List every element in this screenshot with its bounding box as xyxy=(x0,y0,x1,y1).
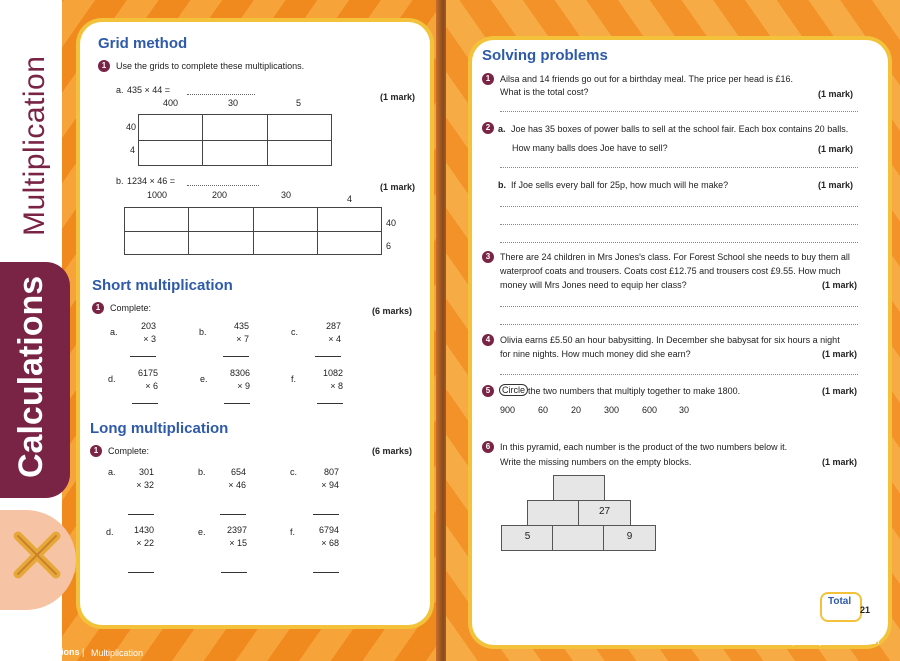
sum-top: 654 xyxy=(230,467,246,477)
marks-label: (6 marks) xyxy=(372,306,413,316)
answer-line[interactable] xyxy=(128,572,154,573)
grid-cell[interactable] xyxy=(125,231,189,255)
question-number-badge: 1 xyxy=(98,60,110,72)
q6-line-2: Write the missing numbers on the empty blocks. xyxy=(500,457,692,467)
q5-line: the two numbers that multiply together to make 1800. xyxy=(528,386,741,396)
answer-line[interactable] xyxy=(132,403,158,404)
grid-a xyxy=(138,114,332,166)
grid-b-row-1: 40 xyxy=(386,218,397,228)
marks-label: (1 mark) xyxy=(818,89,854,99)
sum-bottom: × 7 xyxy=(236,334,249,344)
question-number-badge: 3 xyxy=(482,251,494,263)
grid-cell[interactable] xyxy=(253,231,317,255)
q3-line-2: waterproof coats and trousers. Coats cost £12.75 and trousers cost £9.55. How much xyxy=(500,266,841,276)
sum-top: 6794 xyxy=(318,525,339,535)
q3-line-1: There are 24 children in Mrs Jones's class. For Forest School she needs to buy them all xyxy=(500,252,850,262)
answer-line[interactable] xyxy=(500,306,858,307)
marks-label: (1 mark) xyxy=(822,280,858,290)
sum-label: f. xyxy=(290,527,296,537)
side-title-multiplication: Multiplication xyxy=(18,55,51,236)
q1-line-1: Ailsa and 14 friends go out for a birthday meal. The price per head is £16. xyxy=(500,74,794,84)
answer-line[interactable] xyxy=(500,374,858,375)
option-number[interactable]: 600 xyxy=(642,405,658,415)
footer-topic: Multiplication xyxy=(91,648,144,658)
sum-label: f. xyxy=(291,374,297,384)
sum-label: e. xyxy=(200,374,208,384)
answer-line[interactable] xyxy=(500,111,858,112)
footer-separator: | xyxy=(82,647,85,657)
question-number-badge: 6 xyxy=(482,441,494,453)
option-number[interactable]: 900 xyxy=(500,405,516,415)
grid-b-col-4: 4 xyxy=(347,194,353,204)
pyramid-block[interactable] xyxy=(527,500,580,526)
grid-a-row-1: 40 xyxy=(126,122,137,132)
short-instruction: Complete: xyxy=(110,303,152,313)
sum-bottom: × 4 xyxy=(328,334,341,344)
long-sum-b xyxy=(220,466,246,515)
grid-a-col-3: 5 xyxy=(296,98,302,108)
answer-line[interactable] xyxy=(187,185,259,186)
sum-bottom: × 15 xyxy=(229,538,247,548)
total-max: 21 xyxy=(860,605,871,615)
q3-line-3: money will Mrs Jones need to equip her class? xyxy=(500,280,687,290)
grid-cell[interactable] xyxy=(253,208,317,232)
option-number[interactable]: 300 xyxy=(604,405,620,415)
sum-top: 2397 xyxy=(226,525,247,535)
short-multiplication-heading: Short multiplication xyxy=(92,277,233,294)
part-b-label: b. xyxy=(116,176,124,186)
q2a-line-2: How many balls does Joe have to sell? xyxy=(512,143,668,153)
grid-cell[interactable] xyxy=(125,208,189,232)
sum-bottom: × 8 xyxy=(330,381,343,391)
long-sum-c xyxy=(313,466,339,515)
grid-a-col-2: 30 xyxy=(228,98,239,108)
sum-label: a. xyxy=(110,327,118,337)
sum-label: d. xyxy=(108,374,116,384)
sum-label: b. xyxy=(199,327,207,337)
sum-top: 287 xyxy=(325,321,341,331)
q4-line-1: Olivia earns £5.50 an hour babysitting. In December she babysat for six hours a night xyxy=(500,335,840,345)
sum-label: a. xyxy=(108,467,116,477)
grid-cell[interactable] xyxy=(267,140,331,166)
sum-bottom: × 94 xyxy=(321,480,339,490)
grid-instruction: Use the grids to complete these multiplications. xyxy=(116,61,305,71)
answer-line[interactable] xyxy=(315,356,341,357)
q1-line-2: What is the total cost? xyxy=(500,87,589,97)
sum-bottom: × 68 xyxy=(321,538,339,548)
grid-cell[interactable] xyxy=(189,231,253,255)
answer-line[interactable] xyxy=(221,572,247,573)
long-sum-e xyxy=(221,524,247,573)
short-sum-c xyxy=(315,320,341,357)
sum-label: b. xyxy=(198,467,206,477)
pyramid-block: 9 xyxy=(603,525,656,551)
sum-bottom: × 6 xyxy=(145,381,158,391)
sum-top: 435 xyxy=(233,321,249,331)
sum-label: e. xyxy=(198,527,206,537)
grid-b-col-3: 30 xyxy=(281,190,292,200)
answer-line[interactable] xyxy=(317,403,343,404)
grid-b-col-1: 1000 xyxy=(147,190,168,200)
option-number[interactable]: 30 xyxy=(679,405,690,415)
question-number-badge: 1 xyxy=(90,445,102,457)
grid-cell[interactable] xyxy=(139,115,203,141)
pyramid-block: 5 xyxy=(501,525,554,551)
part-a-label: a. xyxy=(498,124,506,134)
pyramid-block: 27 xyxy=(578,500,631,526)
sum-bottom: × 9 xyxy=(237,381,250,391)
grid-a-expression: 435 × 44 = xyxy=(127,85,171,95)
side-title-calculations: Calculations xyxy=(12,275,50,478)
grid-cell[interactable] xyxy=(203,140,267,166)
q2b-line: If Joe sells every ball for 25p, how much will he make? xyxy=(511,180,729,190)
marks-label: (6 marks) xyxy=(372,446,413,456)
marks-label: (1 mark) xyxy=(822,386,858,396)
answer-line[interactable] xyxy=(313,572,339,573)
total-label: Total xyxy=(828,596,852,607)
pyramid-block[interactable] xyxy=(553,475,605,501)
answer-line[interactable] xyxy=(130,356,156,357)
sum-bottom: × 46 xyxy=(228,480,246,490)
part-a-label: a. xyxy=(116,85,124,95)
answer-line[interactable] xyxy=(500,167,858,168)
answer-line[interactable] xyxy=(223,356,249,357)
grid-cell[interactable] xyxy=(189,208,253,232)
marks-label: (1 mark) xyxy=(818,144,854,154)
marks-label: (1 mark) xyxy=(380,92,416,102)
grid-b-row-2: 6 xyxy=(386,241,392,251)
footer-topic: Multiplication xyxy=(800,636,853,646)
sum-bottom: × 32 xyxy=(136,480,154,490)
short-sum-d xyxy=(132,367,158,404)
footer-separator: | xyxy=(792,636,795,646)
grid-b-expression: 1234 × 46 = xyxy=(127,176,176,186)
sum-top: 6175 xyxy=(137,368,158,378)
sum-top: 807 xyxy=(323,467,339,477)
solving-problems-heading: Solving problems xyxy=(482,47,608,64)
question-number-badge: 1 xyxy=(92,302,104,314)
short-sum-f xyxy=(317,367,343,404)
grid-a-row-2: 4 xyxy=(130,145,136,155)
grid-b xyxy=(124,207,382,255)
answer-line[interactable] xyxy=(220,514,246,515)
answer-line[interactable] xyxy=(500,206,858,207)
question-number-badge: 2 xyxy=(482,122,494,134)
sum-top: 203 xyxy=(140,321,156,331)
grid-cell[interactable] xyxy=(203,115,267,141)
grid-b-col-2: 200 xyxy=(212,190,228,200)
marks-label: (1 mark) xyxy=(818,180,854,190)
grid-cell[interactable] xyxy=(139,140,203,166)
option-number[interactable]: 60 xyxy=(538,405,549,415)
short-sum-a xyxy=(130,320,156,357)
q2a-line-1: Joe has 35 boxes of power balls to sell at the school fair. Each box contains 20 balls. xyxy=(511,124,849,134)
long-sum-f xyxy=(313,524,339,573)
short-sum-b xyxy=(223,320,249,357)
answer-line[interactable] xyxy=(313,514,339,515)
marks-label: (1 mark) xyxy=(822,349,858,359)
grid-a-col-1: 400 xyxy=(163,98,179,108)
grid-cell[interactable] xyxy=(267,115,331,141)
left-page xyxy=(0,0,442,661)
sum-label: c. xyxy=(291,327,299,337)
option-number[interactable]: 20 xyxy=(571,405,582,415)
short-sum-e xyxy=(224,367,250,404)
pyramid-block[interactable] xyxy=(552,525,605,551)
answer-line[interactable] xyxy=(500,242,858,243)
sum-label: d. xyxy=(106,527,114,537)
circle-word: Circle xyxy=(499,384,528,396)
footer-section: Calculations xyxy=(736,636,790,646)
q6-line-1: In this pyramid, each number is the product of the two numbers below it. xyxy=(500,442,788,452)
question-number-badge: 4 xyxy=(482,334,494,346)
part-b-label: b. xyxy=(498,180,506,190)
sum-top: 301 xyxy=(138,467,154,477)
sum-bottom: × 3 xyxy=(143,334,156,344)
sum-top: 8306 xyxy=(229,368,250,378)
right-page xyxy=(446,0,900,661)
marks-label: (1 mark) xyxy=(380,182,416,192)
answer-line[interactable] xyxy=(187,94,255,95)
footer-section: Calculations xyxy=(26,647,80,657)
answer-line[interactable] xyxy=(224,403,250,404)
long-multiplication-heading: Long multiplication xyxy=(90,420,229,437)
page-number: 17 xyxy=(872,637,881,646)
answer-line[interactable] xyxy=(128,514,154,515)
grid-cell[interactable] xyxy=(317,231,381,255)
sum-top: 1430 xyxy=(133,525,154,535)
answer-line[interactable] xyxy=(500,324,858,325)
long-instruction: Complete: xyxy=(108,446,150,456)
sum-label: c. xyxy=(290,467,298,477)
question-number-badge: 1 xyxy=(482,73,494,85)
grid-cell[interactable] xyxy=(317,208,381,232)
multiply-sign-icon xyxy=(8,526,66,584)
long-sum-a xyxy=(128,466,154,515)
sum-bottom: × 22 xyxy=(136,538,154,548)
grid-method-heading: Grid method xyxy=(98,35,188,52)
long-sum-d xyxy=(128,524,154,573)
question-number-badge: 5 xyxy=(482,385,494,397)
marks-label: (1 mark) xyxy=(822,457,858,467)
answer-line[interactable] xyxy=(500,224,858,225)
q4-line-2: for nine nights. How much money did she earn? xyxy=(500,349,691,359)
sum-top: 1082 xyxy=(322,368,343,378)
